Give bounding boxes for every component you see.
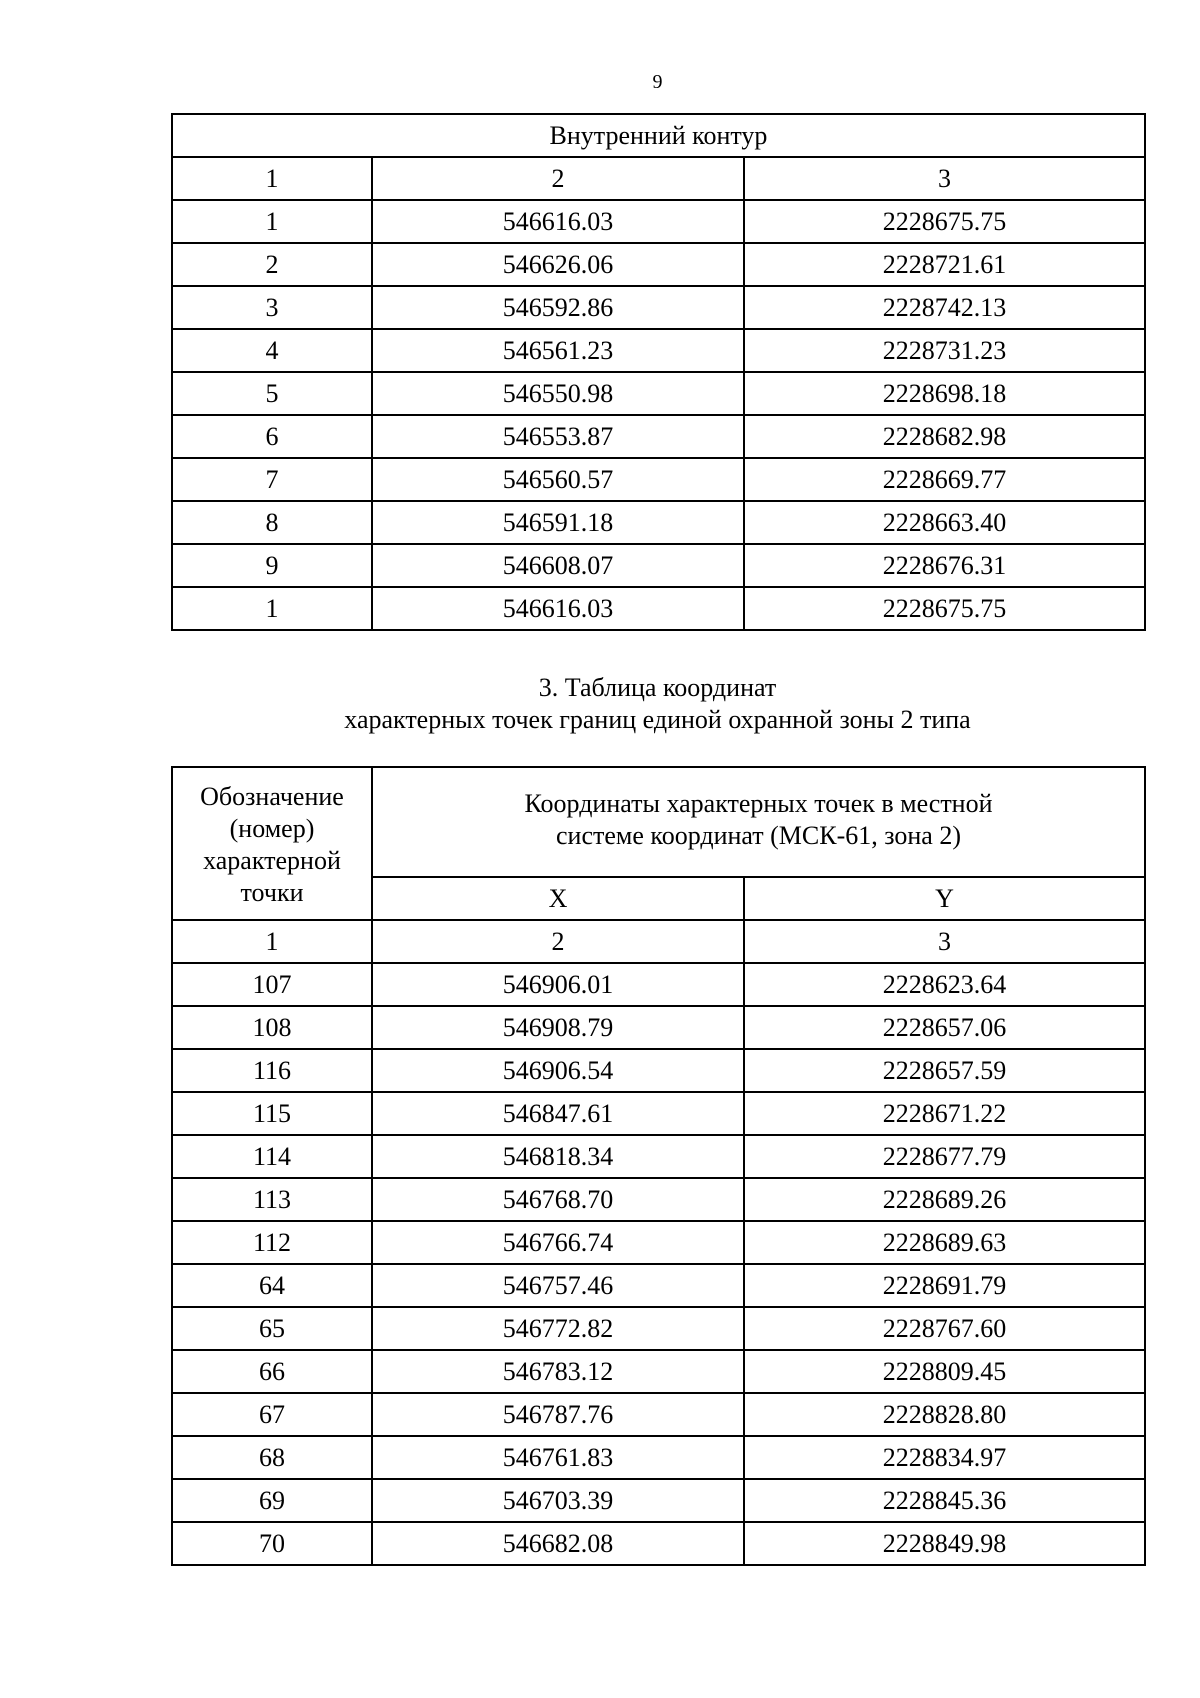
column-number: 1 bbox=[172, 920, 372, 963]
table-row bbox=[172, 1264, 1145, 1307]
y-coordinate-cell: 2228671.22 bbox=[744, 1092, 1145, 1135]
y-coordinate-cell: 2228698.18 bbox=[744, 372, 1145, 415]
point-number-cell: 7 bbox=[172, 458, 372, 501]
y-coordinate-cell: 2228828.80 bbox=[744, 1393, 1145, 1436]
table-row bbox=[172, 1522, 1145, 1565]
point-number-cell: 1 bbox=[172, 587, 372, 630]
section-caption bbox=[171, 672, 1144, 736]
y-coordinate-cell: 2228742.13 bbox=[744, 286, 1145, 329]
y-coordinate-cell: 2228657.06 bbox=[744, 1006, 1145, 1049]
column-number: 2 bbox=[372, 157, 744, 200]
point-number-cell: 65 bbox=[172, 1307, 372, 1350]
y-coordinate-cell: 2228677.79 bbox=[744, 1135, 1145, 1178]
x-coordinate-cell: 546772.82 bbox=[372, 1307, 744, 1350]
x-coordinate-cell: 546783.12 bbox=[372, 1350, 744, 1393]
point-number-cell: 67 bbox=[172, 1393, 372, 1436]
table-row bbox=[172, 200, 1145, 243]
x-coordinate-cell: 546906.54 bbox=[372, 1049, 744, 1092]
table-row bbox=[172, 1178, 1145, 1221]
table-row bbox=[172, 1135, 1145, 1178]
header-line: точки bbox=[240, 877, 304, 907]
y-coordinate-cell: 2228849.98 bbox=[744, 1522, 1145, 1565]
table-row bbox=[172, 1393, 1145, 1436]
x-coordinate-cell: 546787.76 bbox=[372, 1393, 744, 1436]
y-coordinate-cell: 2228675.75 bbox=[744, 200, 1145, 243]
inner-contour-table bbox=[171, 113, 1146, 631]
table-row bbox=[172, 1307, 1145, 1350]
table-row bbox=[172, 329, 1145, 372]
point-number-cell: 116 bbox=[172, 1049, 372, 1092]
column-number: 3 bbox=[744, 920, 1145, 963]
x-coordinate-cell: 546553.87 bbox=[372, 415, 744, 458]
point-number-cell: 115 bbox=[172, 1092, 372, 1135]
y-coordinate-cell: 2228689.63 bbox=[744, 1221, 1145, 1264]
x-coordinate-cell: 546626.06 bbox=[372, 243, 744, 286]
section-title: 3. Таблица координат bbox=[538, 673, 777, 702]
point-number-cell: 108 bbox=[172, 1006, 372, 1049]
header-row bbox=[172, 767, 1145, 877]
x-coordinate-cell: 546761.83 bbox=[372, 1436, 744, 1479]
point-number-cell: 107 bbox=[172, 963, 372, 1006]
column-number-row bbox=[172, 920, 1145, 963]
coordinates-header bbox=[372, 767, 1145, 877]
y-coordinate-cell: 2228675.75 bbox=[744, 587, 1145, 630]
table-row bbox=[172, 1049, 1145, 1092]
table-row bbox=[172, 1479, 1145, 1522]
x-coordinate-cell: 546906.01 bbox=[372, 963, 744, 1006]
x-coordinate-cell: 546616.03 bbox=[372, 200, 744, 243]
x-coordinate-cell: 546757.46 bbox=[372, 1264, 744, 1307]
column-number: 1 bbox=[172, 157, 372, 200]
x-coordinate-cell: 546591.18 bbox=[372, 501, 744, 544]
x-coordinate-cell: 546561.23 bbox=[372, 329, 744, 372]
point-number-cell: 4 bbox=[172, 329, 372, 372]
point-number-cell: 2 bbox=[172, 243, 372, 286]
y-coordinate-cell: 2228809.45 bbox=[744, 1350, 1145, 1393]
point-number-cell: 114 bbox=[172, 1135, 372, 1178]
point-designation-header bbox=[172, 767, 372, 920]
table-row bbox=[172, 286, 1145, 329]
y-coordinate-cell: 2228623.64 bbox=[744, 963, 1145, 1006]
x-coordinate-cell: 546818.34 bbox=[372, 1135, 744, 1178]
table-row bbox=[172, 1006, 1145, 1049]
point-number-cell: 113 bbox=[172, 1178, 372, 1221]
x-coordinate-cell: 546908.79 bbox=[372, 1006, 744, 1049]
y-coordinate-cell: 2228767.60 bbox=[744, 1307, 1145, 1350]
y-coordinate-cell: 2228731.23 bbox=[744, 329, 1145, 372]
header-line: системе координат (МСК-61, зона 2) bbox=[556, 821, 961, 850]
column-number: 3 bbox=[744, 157, 1145, 200]
x-coordinate-cell: 546560.57 bbox=[372, 458, 744, 501]
y-coordinate-cell: 2228682.98 bbox=[744, 415, 1145, 458]
y-header: Y bbox=[744, 877, 1145, 920]
y-coordinate-cell: 2228669.77 bbox=[744, 458, 1145, 501]
point-number-cell: 70 bbox=[172, 1522, 372, 1565]
point-number-cell: 6 bbox=[172, 415, 372, 458]
point-number-cell: 8 bbox=[172, 501, 372, 544]
header-line: (номер) bbox=[229, 813, 315, 843]
header-line: характерной bbox=[203, 845, 341, 875]
section-subtitle: характерных точек границ единой охранной зоны 2 типа bbox=[344, 705, 971, 734]
point-number-cell: 69 bbox=[172, 1479, 372, 1522]
x-coordinate-cell: 546592.86 bbox=[372, 286, 744, 329]
point-number-cell: 68 bbox=[172, 1436, 372, 1479]
point-number-cell: 112 bbox=[172, 1221, 372, 1264]
x-coordinate-cell: 546768.70 bbox=[372, 1178, 744, 1221]
x-coordinate-cell: 546703.39 bbox=[372, 1479, 744, 1522]
coordinates-table bbox=[171, 766, 1146, 1566]
point-number-cell: 5 bbox=[172, 372, 372, 415]
point-number-cell: 3 bbox=[172, 286, 372, 329]
header-line: Координаты характерных точек в местной bbox=[524, 789, 993, 818]
table-row bbox=[172, 1092, 1145, 1135]
y-coordinate-cell: 2228657.59 bbox=[744, 1049, 1145, 1092]
y-coordinate-cell: 2228721.61 bbox=[744, 243, 1145, 286]
x-coordinate-cell: 546608.07 bbox=[372, 544, 744, 587]
x-coordinate-cell: 546616.03 bbox=[372, 587, 744, 630]
table-row bbox=[172, 1221, 1145, 1264]
header-line: Обозначение bbox=[200, 781, 344, 811]
table-row bbox=[172, 501, 1145, 544]
y-coordinate-cell: 2228676.31 bbox=[744, 544, 1145, 587]
column-number: 2 bbox=[372, 920, 744, 963]
y-coordinate-cell: 2228663.40 bbox=[744, 501, 1145, 544]
y-coordinate-cell: 2228834.97 bbox=[744, 1436, 1145, 1479]
table-row bbox=[172, 1436, 1145, 1479]
x-coordinate-cell: 546682.08 bbox=[372, 1522, 744, 1565]
table-row bbox=[172, 372, 1145, 415]
x-coordinate-cell: 546766.74 bbox=[372, 1221, 744, 1264]
y-coordinate-cell: 2228845.36 bbox=[744, 1479, 1145, 1522]
point-number-cell: 66 bbox=[172, 1350, 372, 1393]
table-row bbox=[172, 415, 1145, 458]
point-number-cell: 64 bbox=[172, 1264, 372, 1307]
table-row bbox=[172, 544, 1145, 587]
point-number-cell: 9 bbox=[172, 544, 372, 587]
point-number-cell: 1 bbox=[172, 200, 372, 243]
y-coordinate-cell: 2228691.79 bbox=[744, 1264, 1145, 1307]
table-row bbox=[172, 587, 1145, 630]
column-number-row bbox=[172, 157, 1145, 200]
y-coordinate-cell: 2228689.26 bbox=[744, 1178, 1145, 1221]
table-row bbox=[172, 1350, 1145, 1393]
table-title: Внутренний контур bbox=[172, 114, 1145, 157]
x-coordinate-cell: 546847.61 bbox=[372, 1092, 744, 1135]
table-row bbox=[172, 243, 1145, 286]
table-title-row bbox=[172, 114, 1145, 157]
page-number: 9 bbox=[652, 71, 663, 93]
table-row bbox=[172, 963, 1145, 1006]
table-row bbox=[172, 458, 1145, 501]
x-header: X bbox=[372, 877, 744, 920]
x-coordinate-cell: 546550.98 bbox=[372, 372, 744, 415]
